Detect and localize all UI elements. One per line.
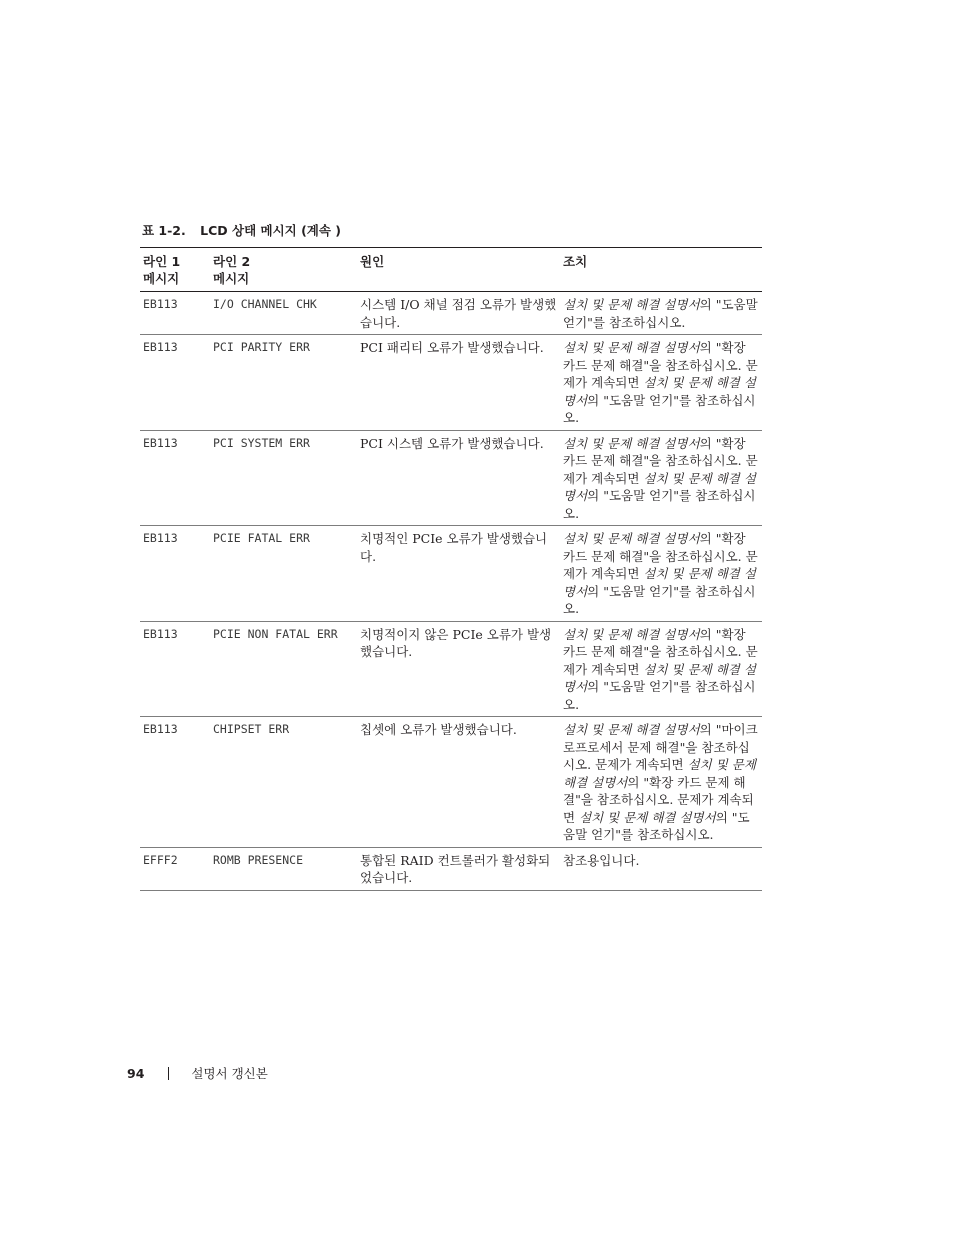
manual-reference: 설치 및 문제 해결 설명서 — [563, 297, 700, 312]
manual-reference: 설치 및 문제 해결 설명서 — [563, 531, 700, 546]
table-body — [140, 292, 762, 891]
cell-line2-message: ROMB PRESENCE — [213, 852, 304, 867]
cell-cause: 통합된 RAID 컨트롤러가 활성화되었습니다. — [360, 852, 551, 885]
footer-divider — [168, 1067, 169, 1080]
cell-cause: 칩셋에 오류가 발생했습니다. — [360, 722, 517, 737]
cell-line2-message: PCI SYSTEM ERR — [213, 435, 310, 450]
table-row — [140, 847, 762, 890]
manual-reference: 설치 및 문제 해결 설명서 — [563, 375, 756, 408]
page-number: 94 — [127, 1066, 145, 1081]
action-text: 의 "마이크로프로세서 문제 해결"을 참조하십시오. 문제가 계속되면 — [563, 722, 758, 772]
cell-action — [560, 526, 762, 622]
action-text: 의 "확장 카드 문제 해결"을 참조하십시오. 문제가 계속되면 — [563, 435, 758, 486]
action-text: 의 "확장 카드 문제 해결"을 참조하십시오. 문제가 계속되면 — [563, 531, 758, 581]
table-row — [140, 717, 762, 848]
action-text: 의 "도움말 얻기"를 참조하십시오. — [563, 583, 756, 616]
cell-line1-message: EB113 — [143, 626, 178, 641]
cell-action — [560, 335, 762, 431]
action-text: 의 "도움말 얻기"를 참조하십시오. — [563, 392, 756, 425]
cell-line1-message: EFFF2 — [143, 852, 178, 867]
cell-cause: PCI 패리티 오류가 발생했습니다. — [360, 340, 544, 355]
manual-reference: 설치 및 문제 해결 설명서 — [563, 722, 700, 737]
header-line1: 라인 1 메시지 — [143, 254, 181, 286]
action-text: 의 "확장 카드 문제 해결"을 참조하십시오. 문제가 계속되면 — [563, 626, 758, 677]
cell-line1-message: EB113 — [143, 722, 178, 736]
header-action: 조치 — [563, 254, 588, 269]
manual-reference: 설치 및 문제 해결 설명서 — [563, 626, 700, 642]
cell-line2-message: PCIE FATAL ERR — [213, 531, 310, 545]
cell-action — [560, 430, 762, 526]
cell-cause: 시스템 I/O 채널 점검 오류가 발생했습니다. — [360, 297, 557, 330]
cell-cause: 치명적인 PCIe 오류가 발생했습니다. — [360, 531, 548, 564]
table-number: 표 1-2. — [142, 223, 186, 238]
cell-line1-message: EB113 — [143, 435, 178, 450]
cell-line1-message: EB113 — [143, 297, 178, 311]
header-cause: 원인 — [360, 254, 385, 269]
cell-line2-message: PCIE NON FATAL ERR — [213, 626, 338, 641]
action-text: 의 "도움말 얻기"를 참조하십시오. — [563, 809, 750, 842]
manual-reference: 설치 및 문제 해결 설명서 — [563, 757, 756, 790]
cell-line2-message: CHIPSET ERR — [213, 722, 290, 736]
manual-reference: 설치 및 문제 해결 설명서 — [563, 566, 756, 599]
cell-line2-message: PCI PARITY ERR — [213, 340, 310, 354]
cell-action — [560, 717, 762, 848]
action-text: 의 "확장 카드 문제 해결"을 참조하십시오. 문제가 계속되면 — [563, 774, 754, 825]
cell-cause: PCI 시스템 오류가 발생했습니다. — [360, 435, 544, 451]
cell-cause: 치명적이지 않은 PCIe 오류가 발생했습니다. — [360, 626, 552, 659]
manual-reference: 설치 및 문제 해결 설명서 — [563, 340, 700, 355]
action-text: 의 "확장 카드 문제 해결"을 참조하십시오. 문제가 계속되면 — [563, 340, 758, 390]
table-header-row — [140, 248, 762, 292]
header-line2: 라인 2 메시지 — [213, 254, 251, 286]
action-text: 의 "도움말 얻기"를 참조하십시오. — [563, 679, 756, 712]
cell-action — [560, 292, 762, 335]
manual-reference: 설치 및 문제 해결 설명서 — [563, 470, 756, 503]
table-title: LCD 상태 메시지 (계속 ) — [200, 223, 341, 238]
table-caption — [142, 221, 341, 239]
table-row — [140, 526, 762, 622]
action-text: 의 "도움말 얻기"를 참조하십시오. — [563, 488, 756, 521]
manual-reference: 설치 및 문제 해결 설명서 — [579, 809, 716, 825]
action-text: 참조용입니다. — [563, 852, 640, 868]
cell-action — [560, 847, 762, 890]
footer-title: 설명서 갱신본 — [191, 1066, 268, 1081]
cell-line1-message: EB113 — [143, 531, 178, 545]
manual-reference: 설치 및 문제 해결 설명서 — [563, 661, 756, 694]
table-row — [140, 621, 762, 717]
page-footer — [127, 1064, 268, 1082]
cell-line1-message: EB113 — [143, 340, 178, 354]
table-row — [140, 430, 762, 526]
manual-reference: 설치 및 문제 해결 설명서 — [563, 435, 700, 451]
table-row — [140, 292, 762, 335]
lcd-status-table — [140, 247, 762, 891]
cell-action — [560, 621, 762, 717]
action-text: 의 "도움말 얻기"를 참조하십시오. — [563, 297, 758, 330]
cell-line2-message: I/O CHANNEL CHK — [213, 297, 317, 311]
table-row — [140, 335, 762, 431]
